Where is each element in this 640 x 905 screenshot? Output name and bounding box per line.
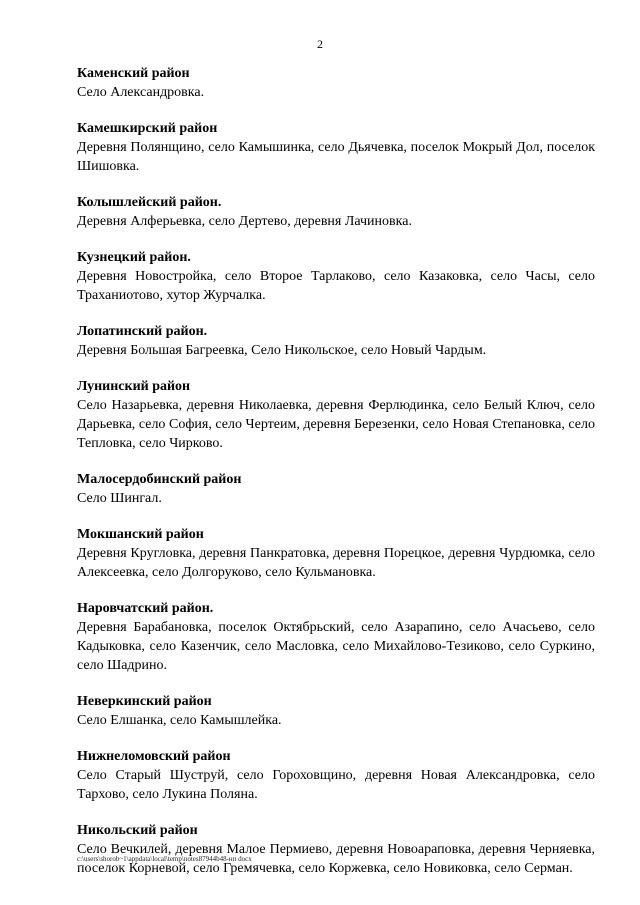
district-settlements: Деревня Новостройка, село Второе Тарлаково, село Казаковка, село Часы, село Траханиотово, хутор Журчалка. xyxy=(77,269,595,303)
district-settlements: Село Назарьевка, деревня Николаевка, деревня Ферлюдинка, село Белый Ключ, село Дарьевка, село София, село Чертеим, деревня Березенки, село Новая Степановка, село Тепловка, село Чирково. xyxy=(77,398,595,451)
footer-file-path: c:\users\shorob~1\appdata\local\temp\notes87944b48-нп docx xyxy=(77,855,252,863)
district-block xyxy=(77,599,595,675)
district-heading: Неверкинский район xyxy=(77,694,212,709)
district-heading: Камешкирский район xyxy=(77,121,218,136)
district-heading: Никольский район xyxy=(77,823,198,838)
district-block xyxy=(77,64,595,102)
district-settlements: Деревня Алферьевка, село Дертево, деревня Лачиновка. xyxy=(77,214,412,229)
district-block xyxy=(77,747,595,804)
district-settlements: Деревня Большая Багреевка, Село Никольское, село Новый Чардым. xyxy=(77,343,487,358)
district-heading: Лунинский район xyxy=(77,379,191,394)
district-settlements: Деревня Барабановка, поселок Октябрьский, село Азарапино, село Ачасьево, село Кадыковка, село Казенчик, село Масловка, село Михайлово-Тезиково, село Суркино, село Шадрино. xyxy=(77,620,595,673)
page-number: 2 xyxy=(317,37,323,51)
district-block xyxy=(77,525,595,582)
district-settlements: Село Александровка. xyxy=(77,85,205,100)
district-settlements: Село Елшанка, село Камышлейка. xyxy=(77,713,282,728)
district-settlements: Деревня Кругловка, деревня Панкратовка, деревня Порецкое, деревня Чурдюмка, село Алексеевка, село Долгоруково, село Кульмановка. xyxy=(77,546,595,580)
district-heading: Наровчатский район. xyxy=(77,601,214,616)
district-heading: Малосердобинский район xyxy=(77,472,242,487)
district-settlements: Село Шингал. xyxy=(77,491,162,506)
district-block xyxy=(77,377,595,453)
district-settlements: Село Вечкилей, деревня Малое Пермиево, деревня Новоараповка, деревня Черняевка, поселок Корневой, село Гремячевка, село Коржевка, село Новиковка, село Серман. xyxy=(77,842,595,876)
district-heading: Мокшанский район xyxy=(77,527,204,542)
district-block xyxy=(77,470,595,508)
district-heading: Нижнеломовский район xyxy=(77,749,231,764)
district-settlements: Село Старый Шуструй, село Гороховщино, деревня Новая Александровка, село Тархово, село Лукина Поляна. xyxy=(77,768,595,802)
district-heading: Каменский район xyxy=(77,66,190,81)
document-body xyxy=(77,64,595,895)
district-settlements: Деревня Полянщино, село Камышинка, село Дьячевка, поселок Мокрый Дол, поселок Шишовка. xyxy=(77,140,595,174)
district-heading: Лопатинский район. xyxy=(77,324,208,339)
district-block xyxy=(77,193,595,231)
district-block xyxy=(77,692,595,730)
district-heading: Кузнецкий район. xyxy=(77,250,191,265)
district-block xyxy=(77,821,595,878)
district-block xyxy=(77,119,595,176)
district-heading: Колышлейский район. xyxy=(77,195,222,210)
district-block xyxy=(77,248,595,305)
district-block xyxy=(77,322,595,360)
